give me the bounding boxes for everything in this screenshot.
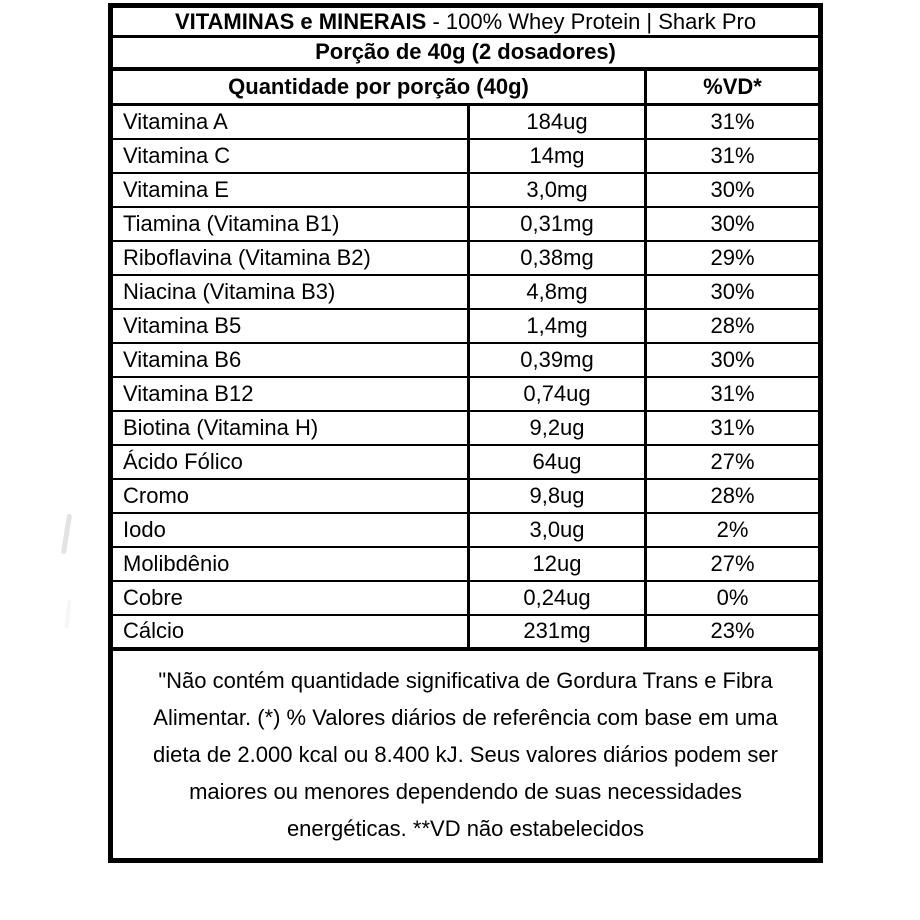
table-row bbox=[111, 547, 821, 581]
table-title-bold: VITAMINAS e MINERAIS bbox=[174, 8, 427, 34]
table-row bbox=[111, 105, 821, 139]
nutrient-dv: 2% bbox=[646, 513, 821, 547]
column-header-row bbox=[111, 69, 821, 105]
nutrient-dv: 30% bbox=[646, 275, 821, 309]
nutrient-amount: 184ug bbox=[469, 105, 646, 139]
serving-size-row bbox=[111, 37, 821, 69]
nutrient-amount: 12ug bbox=[469, 547, 646, 581]
nutrient-name: Tiamina (Vitamina B1) bbox=[111, 207, 469, 241]
table-row bbox=[111, 445, 821, 479]
nutrient-amount: 0,31mg bbox=[469, 207, 646, 241]
vitamins-minerals-table bbox=[108, 3, 823, 863]
table-row bbox=[111, 139, 821, 173]
nutrient-dv: 27% bbox=[646, 547, 821, 581]
nutrient-amount: 3,0mg bbox=[469, 173, 646, 207]
table-title-row bbox=[111, 6, 821, 37]
table-row bbox=[111, 615, 821, 649]
footnote-line: maiores ou menores dependendo de suas necessidades bbox=[189, 778, 742, 804]
nutrient-amount: 9,2ug bbox=[469, 411, 646, 445]
nutrient-dv: 29% bbox=[646, 241, 821, 275]
nutrient-dv: 0% bbox=[646, 581, 821, 615]
nutrient-dv: 28% bbox=[646, 479, 821, 513]
nutrient-name: Iodo bbox=[111, 513, 469, 547]
nutrient-dv: 31% bbox=[646, 105, 821, 139]
nutrient-dv: 31% bbox=[646, 139, 821, 173]
table-row bbox=[111, 411, 821, 445]
nutrient-amount: 0,74ug bbox=[469, 377, 646, 411]
nutrient-name: Vitamina C bbox=[111, 139, 469, 173]
nutrient-amount: 231mg bbox=[469, 615, 646, 649]
dv-column-header: %VD* bbox=[646, 69, 821, 105]
footnote bbox=[111, 649, 821, 861]
nutrient-amount: 0,39mg bbox=[469, 343, 646, 377]
footnote-line: energéticas. **VD não estabelecidos bbox=[286, 815, 645, 841]
quantity-column-header: Quantidade por porção (40g) bbox=[111, 69, 646, 105]
nutrient-amount: 64ug bbox=[469, 445, 646, 479]
nutrient-name: Riboflavina (Vitamina B2) bbox=[111, 241, 469, 275]
nutrient-dv: 31% bbox=[646, 377, 821, 411]
nutrient-amount: 0,24ug bbox=[469, 581, 646, 615]
nutrient-dv: 28% bbox=[646, 309, 821, 343]
table-row bbox=[111, 275, 821, 309]
nutrient-name: Ácido Fólico bbox=[111, 445, 469, 479]
nutrient-rows bbox=[111, 105, 821, 649]
nutrient-amount: 9,8ug bbox=[469, 479, 646, 513]
nutrient-name: Vitamina B5 bbox=[111, 309, 469, 343]
nutrient-dv: 31% bbox=[646, 411, 821, 445]
nutrient-amount: 3,0ug bbox=[469, 513, 646, 547]
footnote-line: dieta de 2.000 kcal ou 8.400 kJ. Seus valores diários podem ser bbox=[153, 741, 778, 767]
nutrient-name: Cromo bbox=[111, 479, 469, 513]
nutrient-dv: 30% bbox=[646, 207, 821, 241]
table-row bbox=[111, 207, 821, 241]
footnote-line: Alimentar. (*) % Valores diários de referência com base em uma bbox=[153, 704, 778, 730]
serving-size: Porção de 40g (2 dosadores) bbox=[111, 37, 821, 69]
table-row bbox=[111, 241, 821, 275]
table-row bbox=[111, 173, 821, 207]
table-row bbox=[111, 309, 821, 343]
table-title-subtitle: - 100% Whey Protein | Shark Pro bbox=[426, 8, 757, 34]
nutrient-name: Molibdênio bbox=[111, 547, 469, 581]
nutrient-name: Biotina (Vitamina H) bbox=[111, 411, 469, 445]
nutrient-name: Vitamina A bbox=[111, 105, 469, 139]
table-header-section bbox=[111, 6, 821, 105]
table-row bbox=[111, 377, 821, 411]
table-title bbox=[111, 6, 821, 37]
nutrient-amount: 1,4mg bbox=[469, 309, 646, 343]
nutrient-dv: 30% bbox=[646, 343, 821, 377]
footnote-line: "Não contém quantidade significativa de Gordura Trans e Fibra bbox=[158, 667, 773, 693]
table-footer-section bbox=[111, 649, 821, 861]
footnote-row bbox=[111, 649, 821, 861]
nutrient-amount: 0,38mg bbox=[469, 241, 646, 275]
nutrient-name: Cálcio bbox=[111, 615, 469, 649]
table-row bbox=[111, 581, 821, 615]
table-row bbox=[111, 479, 821, 513]
nutrient-amount: 4,8mg bbox=[469, 275, 646, 309]
nutrient-name: Vitamina B12 bbox=[111, 377, 469, 411]
footnote-lines-container bbox=[113, 662, 818, 847]
nutrient-dv: 23% bbox=[646, 615, 821, 649]
table-row bbox=[111, 513, 821, 547]
scan-smudge-artifact bbox=[65, 600, 72, 628]
nutrient-dv: 27% bbox=[646, 445, 821, 479]
nutrient-name: Cobre bbox=[111, 581, 469, 615]
scan-smudge-artifact bbox=[61, 514, 72, 554]
nutrient-name: Niacina (Vitamina B3) bbox=[111, 275, 469, 309]
nutrient-dv: 30% bbox=[646, 173, 821, 207]
table-row bbox=[111, 343, 821, 377]
nutrient-name: Vitamina B6 bbox=[111, 343, 469, 377]
nutrient-name: Vitamina E bbox=[111, 173, 469, 207]
nutrient-amount: 14mg bbox=[469, 139, 646, 173]
